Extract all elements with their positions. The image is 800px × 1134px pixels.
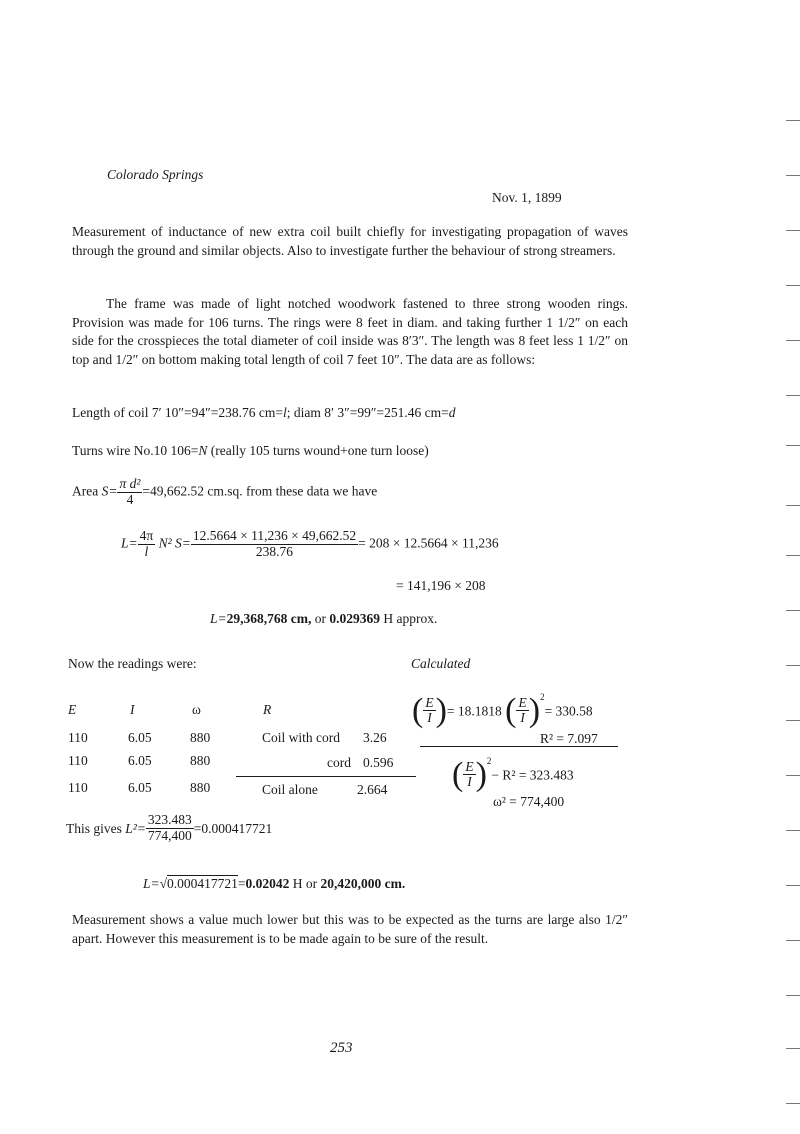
coef-numerator: 4π <box>139 528 154 543</box>
gives-line <box>66 813 272 844</box>
scan-mark <box>786 995 800 996</box>
left-paren: ( <box>412 691 424 729</box>
header-i: I <box>130 702 135 717</box>
row2-i: 6.05 <box>128 753 152 768</box>
scan-mark <box>786 395 800 396</box>
row2-r: 0.596 <box>363 755 394 770</box>
right-paren-2: ) <box>528 691 541 729</box>
gives-fraction <box>146 813 194 844</box>
turns-note: (really 105 turns wound+one turn loose) <box>207 443 429 458</box>
row3-i: 6.05 <box>128 780 152 795</box>
turns-text: Turns wire No.10 106= <box>72 443 199 458</box>
formula-rhs1: = 208 × 12.5664 × 11,236 <box>358 535 499 551</box>
area-numerator: π d² <box>119 476 141 491</box>
turns-line <box>72 441 429 460</box>
inductance-formula <box>121 529 499 560</box>
result2-lhs: L= <box>143 876 160 891</box>
result1-unit: H approx. <box>380 611 438 626</box>
row3-r: 2.664 <box>357 782 388 797</box>
result2-cm: 20,420,000 cm. <box>320 876 406 891</box>
result-sqrt-line <box>143 874 405 893</box>
e-over-i-fraction-2 <box>516 696 528 727</box>
scan-mark <box>786 120 800 121</box>
scan-mark <box>786 230 800 231</box>
area-var: S= <box>101 483 118 499</box>
coef-denominator: l <box>138 544 156 560</box>
area-denominator: 4 <box>117 492 142 508</box>
result2-henry: 0.02042 <box>245 876 290 891</box>
header-e: E <box>68 702 77 717</box>
calc-diff <box>452 752 574 793</box>
scan-mark <box>786 830 800 831</box>
row2-label: cord <box>327 755 351 770</box>
square-exp: 2 <box>540 692 545 702</box>
scan-mark <box>786 555 800 556</box>
diam-text: ; diam 8′ 3″=99″=251.46 cm= <box>286 405 449 420</box>
row2-omega: 880 <box>190 753 211 768</box>
subtraction-rule <box>236 776 416 777</box>
row1-i: 6.05 <box>128 730 152 745</box>
diam-var: d <box>448 405 456 420</box>
scan-mark <box>786 610 800 611</box>
row1-omega: 880 <box>190 730 211 745</box>
scan-mark <box>786 885 800 886</box>
length-text: Length of coil 7′ 10″=94″=238.76 cm= <box>72 405 284 420</box>
date-line: Nov. 1, 1899 <box>492 190 562 205</box>
gives-numerator: 323.483 <box>147 812 192 827</box>
row3-e: 110 <box>68 780 88 795</box>
frac-e-2: E <box>518 694 527 710</box>
scan-mark <box>786 1103 800 1104</box>
header-r: R <box>263 702 272 717</box>
row1-r: 3.26 <box>363 730 387 745</box>
left-paren-3: ( <box>452 755 464 793</box>
result2-unit: H <box>289 876 303 891</box>
frac-i-2: I <box>516 710 528 726</box>
square-exp-2: 2 <box>486 756 492 766</box>
result1-value: 29,368,768 cm, <box>226 611 312 626</box>
right-paren-3: ) <box>475 755 487 793</box>
formula-lhs: L= <box>121 535 138 551</box>
scan-mark <box>786 1048 800 1049</box>
sqrt-sign: √ <box>159 876 168 891</box>
big-denominator: 238.76 <box>191 544 358 560</box>
e-over-i-fraction <box>423 696 435 727</box>
frac-e: E <box>425 694 434 710</box>
gives-denominator: 774,400 <box>147 827 192 843</box>
row2-e: 110 <box>68 753 88 768</box>
scan-mark <box>786 775 800 776</box>
header-omega: ω <box>192 702 201 717</box>
frac-i-3: I <box>463 774 475 790</box>
frac-e-3: E <box>465 758 474 774</box>
result2-or: or <box>302 876 321 891</box>
formula-rhs2: = 141,196 × 208 <box>396 578 486 593</box>
page-number: 253 <box>330 1040 353 1056</box>
right-paren: ) <box>435 691 447 729</box>
row1-e: 110 <box>68 730 88 745</box>
place-heading: Colorado Springs <box>107 167 204 182</box>
result1-or: or <box>311 611 330 626</box>
scan-mark <box>786 665 800 666</box>
scan-mark <box>786 940 800 941</box>
area-fraction <box>117 477 142 508</box>
result2-eq: = <box>237 876 246 891</box>
left-paren-2: ( <box>505 691 517 729</box>
area-line <box>72 477 377 508</box>
ei2-value: = 330.58 <box>544 703 593 719</box>
gives-lhs: L²= <box>125 820 146 836</box>
readings-intro: Now the readings were: <box>68 656 197 671</box>
ei-value: = 18.1818 <box>446 703 502 719</box>
result1-henry: 0.029369 <box>329 611 380 626</box>
e-over-i-fraction-3 <box>463 760 475 791</box>
scan-mark <box>786 175 800 176</box>
length-var: l <box>283 405 287 420</box>
coef-fraction <box>138 529 156 560</box>
calc-e-over-i <box>412 688 593 729</box>
row3-label: Coil alone <box>262 782 318 797</box>
calc-omega2: ω² = 774,400 <box>493 794 565 809</box>
scan-mark <box>786 445 800 446</box>
result-inductance <box>210 609 437 628</box>
radicand: 0.000417721 <box>167 876 238 891</box>
result1-lhs: L= <box>210 611 227 626</box>
frac-i: I <box>423 710 435 726</box>
row1-label: Coil with cord <box>262 730 340 745</box>
turns-var: N <box>198 443 208 458</box>
calc-rule <box>420 746 618 747</box>
length-line <box>72 403 455 422</box>
scan-mark <box>786 720 800 721</box>
intro-paragraph: Measurement of inductance of new extra coil built chiefly for investigating propagation of waves through the ground and similar objects. Also to investigate further the behaviour of strong streamers. <box>72 224 628 258</box>
scan-mark <box>786 505 800 506</box>
row3-omega: 880 <box>190 780 211 795</box>
big-numerator: 12.5664 × 11,236 × 49,662.52 <box>192 528 357 543</box>
calculated-label: Calculated <box>411 656 471 671</box>
gives-rhs: =0.000417721 <box>193 820 273 836</box>
scan-mark <box>786 340 800 341</box>
scan-mark <box>786 285 800 286</box>
formula-n2s: N² S= <box>158 535 191 551</box>
closing-paragraph: Measurement shows a value much lower but this was to be expected as the turns are large also 1/2″ apart. However this measurement is to be made again to be sure of the result. <box>72 912 628 946</box>
area-label: Area <box>72 483 99 499</box>
gives-prefix: This gives <box>66 820 126 836</box>
big-fraction <box>191 529 358 560</box>
area-rest: =49,662.52 cm.sq. from these data we have <box>142 483 378 499</box>
frame-paragraph: The frame was made of light notched woodwork fastened to three strong wooden rings. Provision was made for 106 turns. The rings were 8 feet in diam. and taking further 1 1/2″ on each side for the crosspieces the total diameter of coil inside was 8′3″. The length was 8 feet less 1 1/2″ on top and 1/2″ on bottom making total length of coil 7 feet 10″. The data are as follows: <box>72 296 628 367</box>
diff-value: − R² = 323.483 <box>491 767 574 783</box>
calc-r2: R² = 7.097 <box>540 731 598 746</box>
